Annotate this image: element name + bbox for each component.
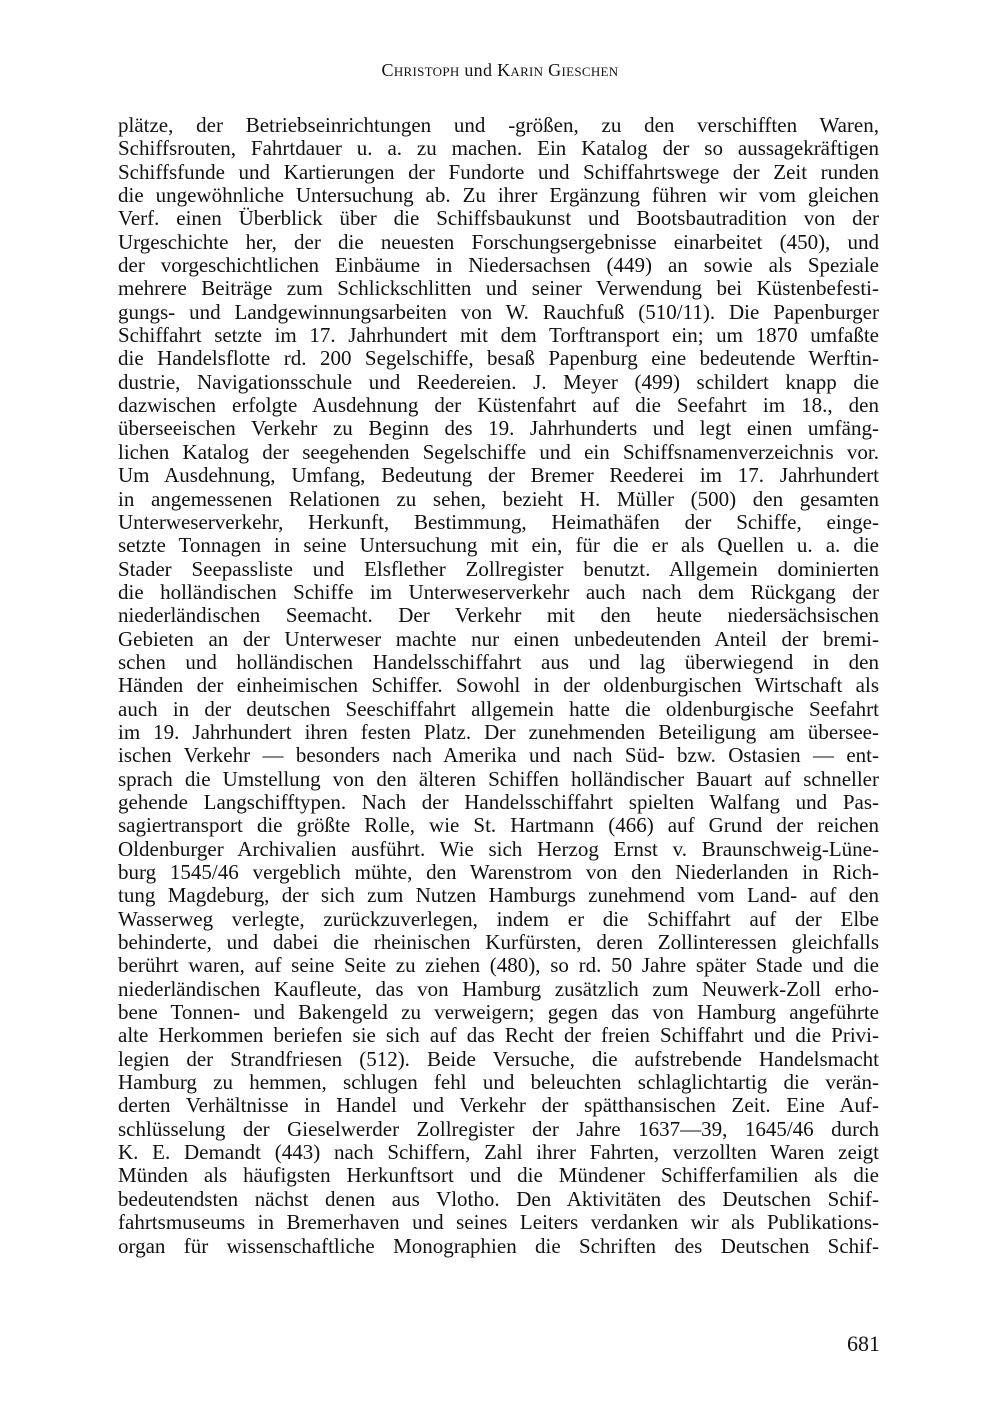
text-line: Münden als häufigsten Herkunftsort und die Mündener Schifferfamilien als die xyxy=(118,1164,879,1188)
text-line: Urgeschichte her, der die neuesten Forschungsergebnisse einarbeitet (450), und xyxy=(118,230,879,254)
text-line: alte Herkommen beriefen sie sich auf das Recht der freien Schiffahrt und die Privi- xyxy=(118,1024,879,1048)
text-line: Oldenburger Archivalien ausführt. Wie sich Herzog Ernst v. Braunschweig-Lüne- xyxy=(118,837,879,861)
text-line: in angemessenen Relationen zu sehen, bezieht H. Müller (500) den gesamten xyxy=(118,487,879,511)
text-line: tung Magdeburg, der sich zum Nutzen Hamburgs zunehmend vom Land- auf den xyxy=(118,884,879,908)
running-head-connector: und xyxy=(464,60,493,80)
text-line: Gebieten an der Unterweser machte nur einen unbedeutenden Anteil der bremi- xyxy=(118,627,879,651)
text-line: niederländischen Kaufleute, das von Hamburg zusätzlich zum Neuwerk-Zoll erho- xyxy=(118,977,879,1001)
text-line: ischen Verkehr — besonders nach Amerika und nach Süd- bzw. Ostasien — ent- xyxy=(118,744,879,768)
text-line: die holländischen Schiffe im Unterweserverkehr auch nach dem Rückgang der xyxy=(118,580,879,604)
text-line: die ungewöhnliche Untersuchung ab. Zu ihrer Ergänzung führen wir vom gleichen xyxy=(118,184,879,208)
text-line: bedeutendsten nächst denen aus Vlotho. Den Aktivitäten des Deutschen Schif- xyxy=(118,1187,879,1211)
text-line: Wasserweg verlegte, zurückzuverlegen, indem er die Schiffahrt auf der Elbe xyxy=(118,907,879,931)
text-line: mehrere Beiträge zum Schlickschlitten und seiner Verwendung bei Küstenbefesti- xyxy=(118,277,879,301)
text-line: lichen Katalog der seegehenden Segelschiffe und ein Schiffsnamenverzeichnis vor. xyxy=(118,440,879,464)
text-line: fahrtsmuseums in Bremerhaven und seines Leiters verdanken wir als Publikations- xyxy=(118,1211,879,1235)
running-head-author1: Christoph xyxy=(381,60,460,80)
text-line: legien der Strandfriesen (512). Beide Versuche, die aufstrebende Handelsmacht xyxy=(118,1047,879,1071)
text-line: berührt waren, auf seine Seite zu ziehen (480), so rd. 50 Jahre später Stade und die xyxy=(118,954,879,978)
text-line: gehende Langschifftypen. Nach der Handelsschiffahrt spielten Walfang und Pas- xyxy=(118,790,879,814)
text-line: Verf. einen Überblick über die Schiffsbaukunst und Bootsbautradition von der xyxy=(118,207,879,231)
text-line: Hamburg zu hemmen, schlugen fehl und beleuchten schlaglichtartig die verän- xyxy=(118,1071,879,1095)
text-line: plätze, der Betriebseinrichtungen und -größen, zu den verschifften Waren, xyxy=(118,114,879,137)
text-line: Schiffsfunde und Kartierungen der Fundorte und Schiffahrtswege der Zeit runden xyxy=(118,160,879,184)
running-head xyxy=(0,60,1000,81)
text-line: dazwischen erfolgte Ausdehnung der Küstenfahrt auf die Seefahrt im 18., den xyxy=(118,394,879,418)
text-line: burg 1545/46 vergeblich mühte, den Warenstrom von den Niederlanden in Rich- xyxy=(118,861,879,884)
page-number: 681 xyxy=(847,1331,880,1356)
text-line: dustrie, Navigationsschule und Reedereien. J. Meyer (499) schildert knapp die xyxy=(118,370,879,394)
text-line: die Handelsflotte rd. 200 Segelschiffe, besaß Papenburg eine bedeutende Werftin- xyxy=(118,347,879,371)
text-line: gungs- und Landgewinnungsarbeiten von W. Rauchfuß (510/11). Die Papenburger xyxy=(118,300,879,324)
text-line: Schiffsrouten, Fahrtdauer u. a. zu machen. Ein Katalog der so aussagekräftigen xyxy=(118,137,879,161)
text-line: setzte Tonnagen in seine Untersuchung mit ein, für die er als Quellen u. a. die xyxy=(118,534,879,558)
text-line: auch in der deutschen Seeschiffahrt allgemein hatte die oldenburgische Seefahrt xyxy=(118,697,879,721)
running-head-author2: Karin Gieschen xyxy=(497,60,619,80)
text-line: Händen der einheimischen Schiffer. Sowohl in der oldenburgischen Wirtschaft als xyxy=(118,674,879,698)
text-line: der vorgeschichtlichen Einbäume in Niedersachsen (449) an sowie als Speziale xyxy=(118,254,879,278)
text-line: Unterweserverkehr, Herkunft, Bestimmung, Heimathäfen der Schiffe, einge- xyxy=(118,510,879,534)
text-line: sagiertransport die größte Rolle, wie St. Hartmann (466) auf Grund der reichen xyxy=(118,814,879,838)
text-line: Um Ausdehnung, Umfang, Bedeutung der Bremer Reederei im 17. Jahrhundert xyxy=(118,464,879,488)
text-line: K. E. Demandt (443) nach Schiffern, Zahl ihrer Fahrten, verzollten Waren zeigt xyxy=(118,1141,879,1165)
text-line: bene Tonnen- und Bakengeld zu verweigern; gegen das von Hamburg angeführte xyxy=(118,1001,879,1025)
text-line: organ für wissenschaftliche Monographien die Schriften des Deutschen Schif- xyxy=(118,1234,879,1258)
text-line: behinderte, und dabei die rheinischen Kurfürsten, deren Zollinteressen gleichfalls xyxy=(118,931,879,955)
text-line: schen und holländischen Handelsschiffahrt aus und lag überwiegend in den xyxy=(118,650,879,674)
text-line: überseeischen Verkehr zu Beginn des 19. Jahrhunderts und legt einen umfäng- xyxy=(118,417,879,441)
text-line: derten Verhältnisse in Handel und Verkehr der spätthansischen Zeit. Eine Auf- xyxy=(118,1094,879,1118)
text-line: niederländischen Seemacht. Der Verkehr mit den heute niedersächsischen xyxy=(118,604,879,628)
body-text xyxy=(118,114,879,1258)
text-line: schlüsselung der Gieselwerder Zollregister der Jahre 1637—39, 1645/46 durch xyxy=(118,1117,879,1141)
text-line: sprach die Umstellung von den älteren Schiffen holländischer Bauart auf schneller xyxy=(118,767,879,791)
text-line: Stader Seepassliste und Elsflether Zollregister benutzt. Allgemein dominierten xyxy=(118,557,879,581)
text-line: Schiffahrt setzte im 17. Jahrhundert mit dem Torftransport ein; um 1870 umfaßte xyxy=(118,324,879,348)
text-line: im 19. Jahrhundert ihren festen Platz. Der zunehmenden Beteiligung am übersee- xyxy=(118,720,879,744)
